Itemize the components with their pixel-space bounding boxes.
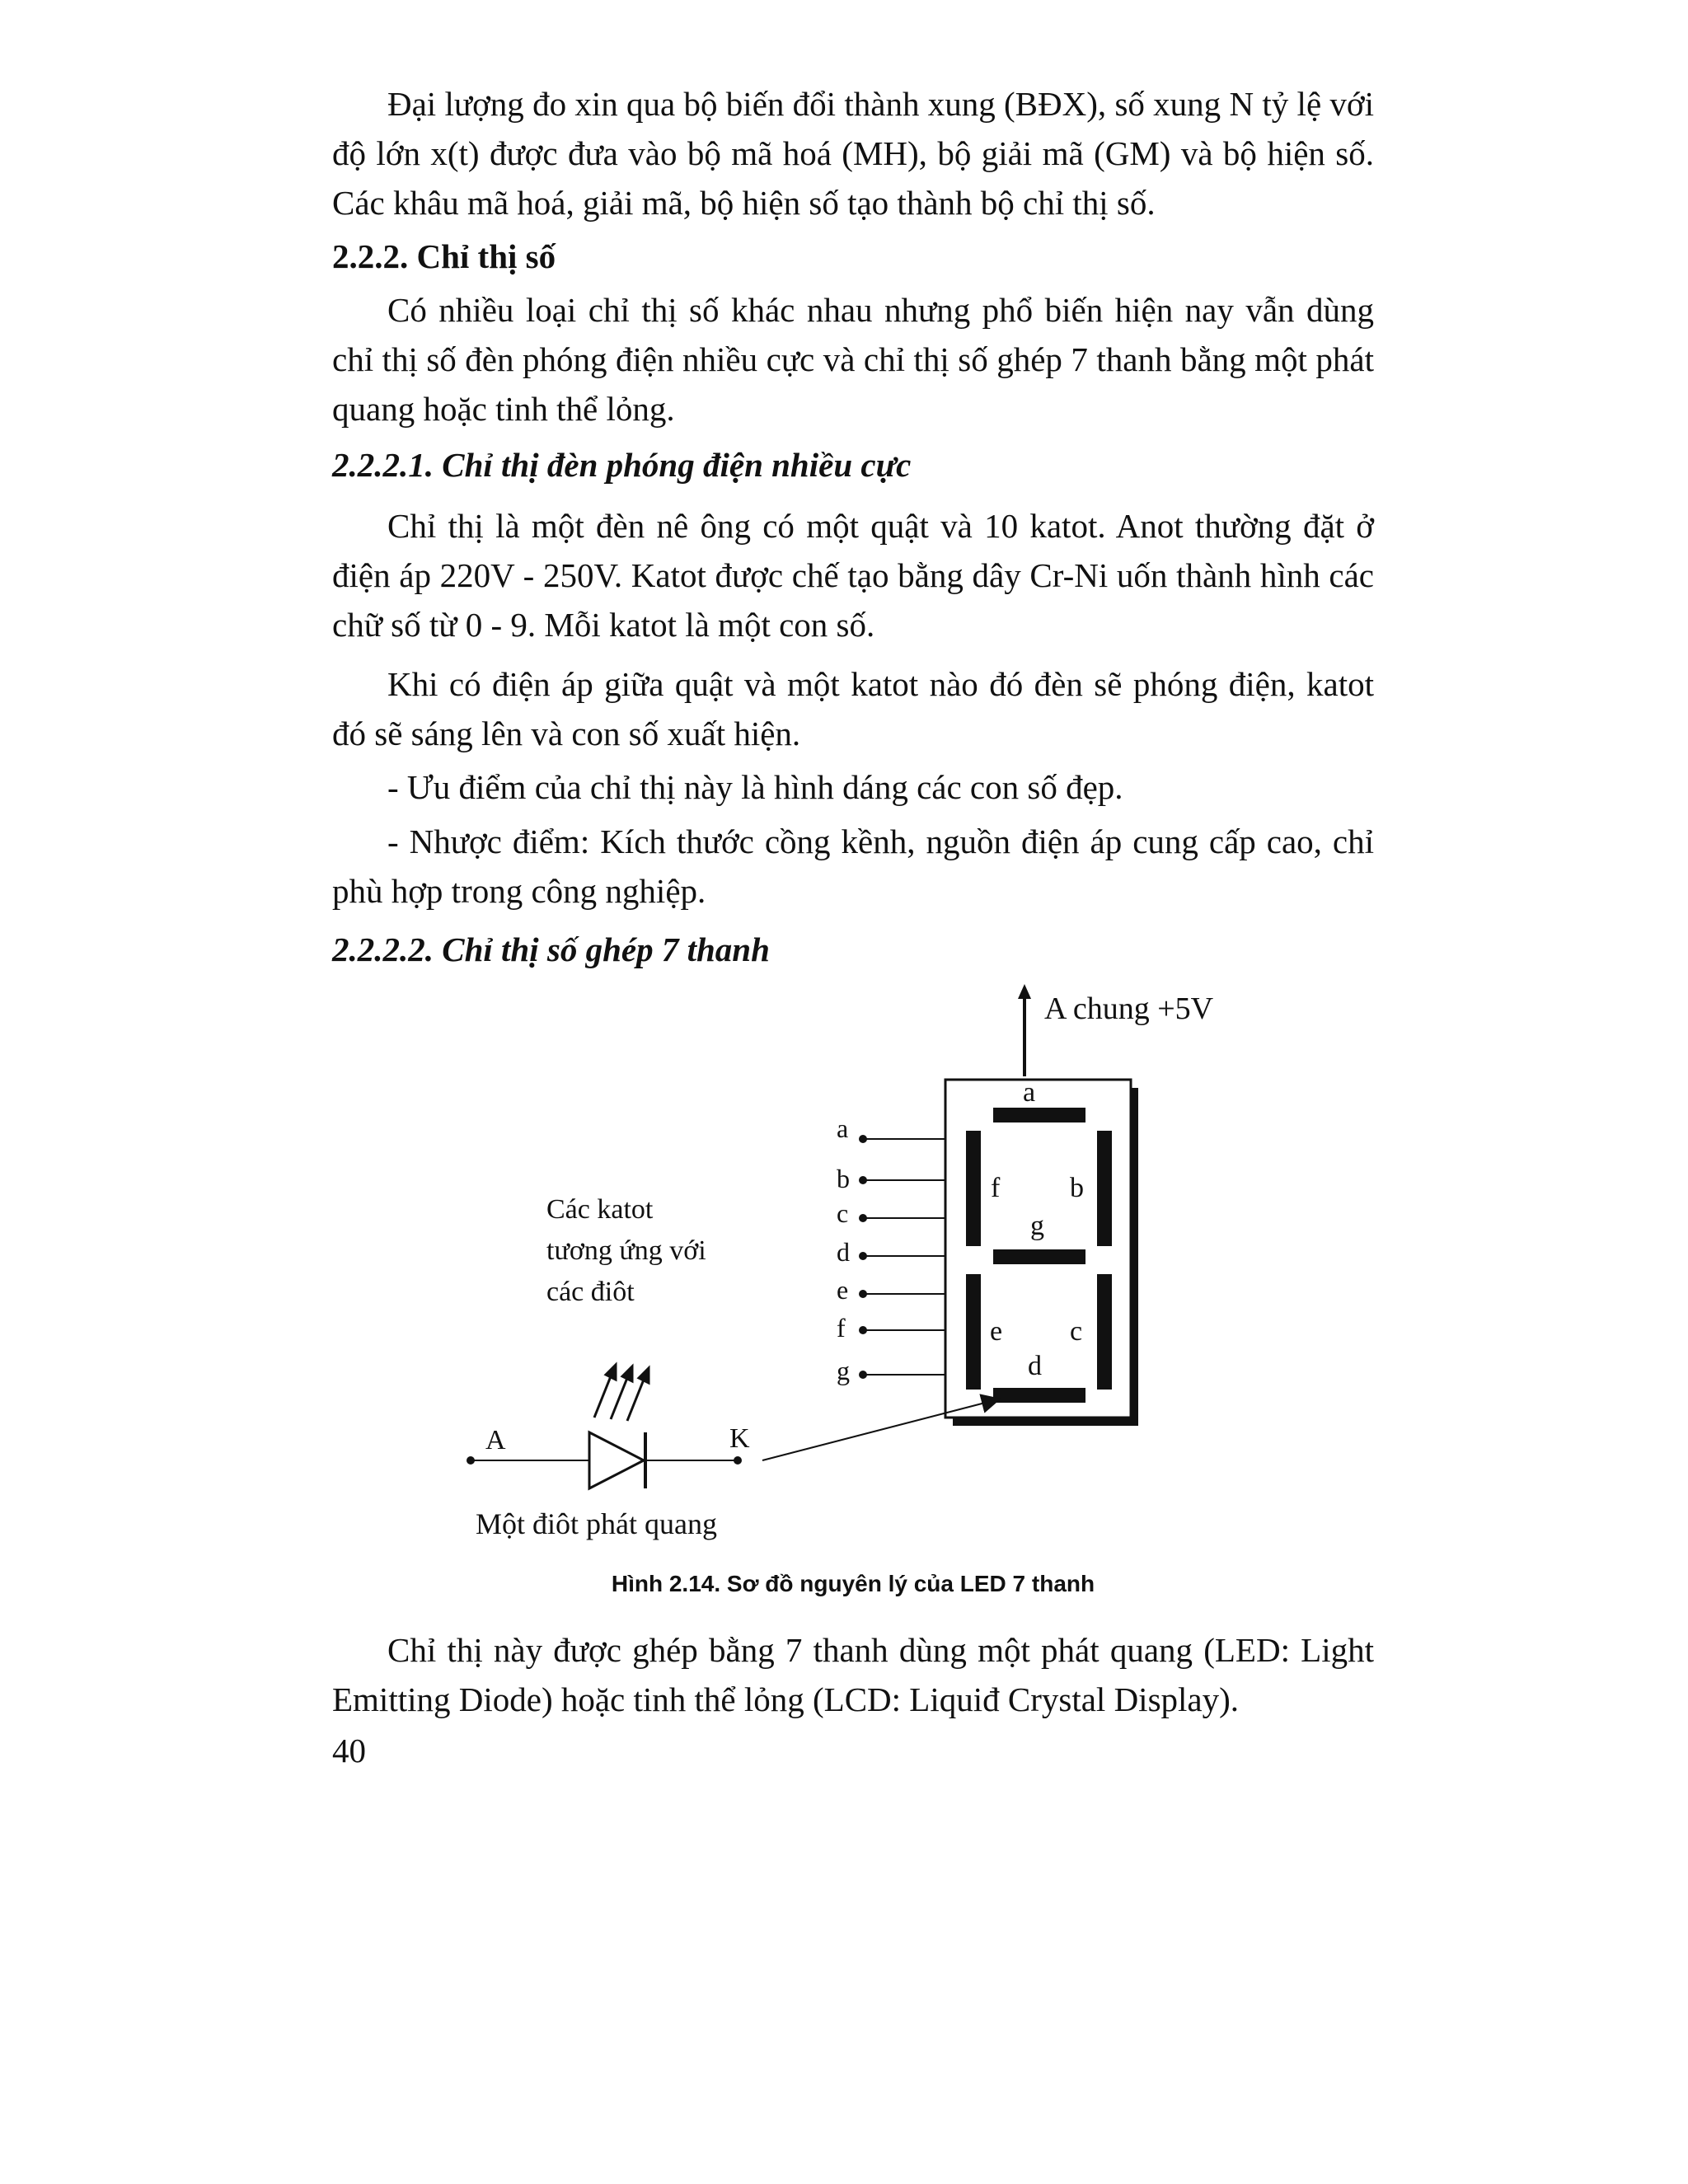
paragraph-1: Đại lượng đo xin qua bộ biến đổi thành xung (BĐX), số xung N tỷ lệ với độ lớn x(t) được đưa vào bộ mã hoá (MH), bộ giải mã (GM) và bộ hiện số. Các khâu mã hoá, giải mã, bộ hiện số tạo thành bộ chỉ thị số. <box>332 85 1374 222</box>
cathodes-label-line-1: Các katot <box>546 1194 654 1225</box>
segment-label-f: f <box>991 1173 1001 1203</box>
pin-c <box>837 1198 945 1228</box>
paragraph-7: Chỉ thị này được ghép bằng 7 thanh dùng một phát quang (LED: Light Emitting Diode) hoặc tinh thể lỏng (LCD: Liquiđ Crystal Display). <box>332 1631 1374 1718</box>
paragraph-3: Chỉ thị là một đèn nê ông có một quật và 10 katot. Anot thường đặt ở điện áp 220V - 250V. Katot được chế tạo bằng dây Cr-Ni uốn thành hình các chữ số từ 0 - 9. Mỗi katot là một con số. <box>332 507 1374 644</box>
anode-label: A <box>485 1425 506 1455</box>
svg-text:d: d <box>837 1237 850 1267</box>
common-anode-arrow-icon <box>1018 984 1031 999</box>
figure-caption: Hình 2.14. Sơ đồ nguyên lý của LED 7 thanh <box>611 1571 1095 1596</box>
svg-text:f: f <box>837 1313 846 1343</box>
segment-d <box>993 1388 1085 1403</box>
heading-2-2-2-2: 2.2.2.2. Chỉ thị số ghép 7 thanh <box>332 930 770 968</box>
cathodes-label-line-2: tương ứng với <box>546 1235 706 1266</box>
pin-a <box>837 1113 945 1143</box>
segment-b <box>1097 1131 1112 1246</box>
page-number: 40 <box>332 1732 366 1769</box>
segment-label-e: e <box>990 1316 1003 1347</box>
segment-g <box>993 1249 1085 1264</box>
segment-label-g: g <box>1030 1211 1044 1241</box>
svg-text:e: e <box>837 1275 849 1305</box>
segment-label-d: d <box>1028 1351 1042 1381</box>
paragraph-5: - Ưu điểm của chỉ thị này là hình dáng các con số đẹp. <box>387 768 1123 806</box>
pointer-arrow-to-segment <box>762 1401 992 1460</box>
diode-label: Một điôt phát quang <box>476 1507 717 1540</box>
cathode-label: K <box>729 1423 750 1454</box>
heading-2-2-2-1: 2.2.2.1. Chỉ thị đèn phóng điện nhiều cực <box>332 446 912 484</box>
paragraph-4: Khi có điện áp giữa quật và một katot nào đó đèn sẽ phóng điện, katot đó sẽ sáng lên và con số xuất hiện. <box>332 665 1374 752</box>
segment-label-c: c <box>1070 1316 1083 1347</box>
pin-e <box>837 1275 945 1305</box>
pin-g <box>837 1356 945 1385</box>
svg-text:g: g <box>837 1356 850 1385</box>
common-anode-label: A chung +5V <box>1044 991 1214 1026</box>
led-7-segment-figure <box>457 977 1249 1604</box>
paragraph-2: Có nhiều loại chỉ thị số khác nhau nhưng phổ biến hiện nay vẫn dùng chỉ thị số đèn phóng điện nhiều cực và chỉ thị số ghép 7 thanh bằng một phát quang hoặc tinh thể lỏng. <box>332 291 1374 428</box>
pin-f <box>837 1313 945 1343</box>
svg-text:c: c <box>837 1198 849 1228</box>
segment-label-a: a <box>1023 1077 1036 1108</box>
cathodes-label-line-3: các điôt <box>546 1277 635 1307</box>
led-diode-symbol <box>467 1432 742 1488</box>
pin-b <box>837 1164 945 1193</box>
segment-e <box>966 1274 981 1390</box>
svg-text:a: a <box>837 1113 849 1143</box>
segment-a <box>993 1108 1085 1122</box>
segment-f <box>966 1131 981 1246</box>
svg-text:b: b <box>837 1164 850 1193</box>
light-emission-arrows-icon <box>594 1365 649 1421</box>
pin-d <box>837 1237 945 1267</box>
segment-c <box>1097 1274 1112 1390</box>
paragraph-6: - Nhược điểm: Kích thước cồng kềnh, nguồn điện áp cung cấp cao, chỉ phù hợp trong công nghiệp. <box>332 823 1374 910</box>
led-7-segment-diagram <box>457 977 1249 1604</box>
segment-label-b: b <box>1070 1173 1084 1203</box>
heading-2-2-2: 2.2.2. Chỉ thị số <box>332 237 556 275</box>
